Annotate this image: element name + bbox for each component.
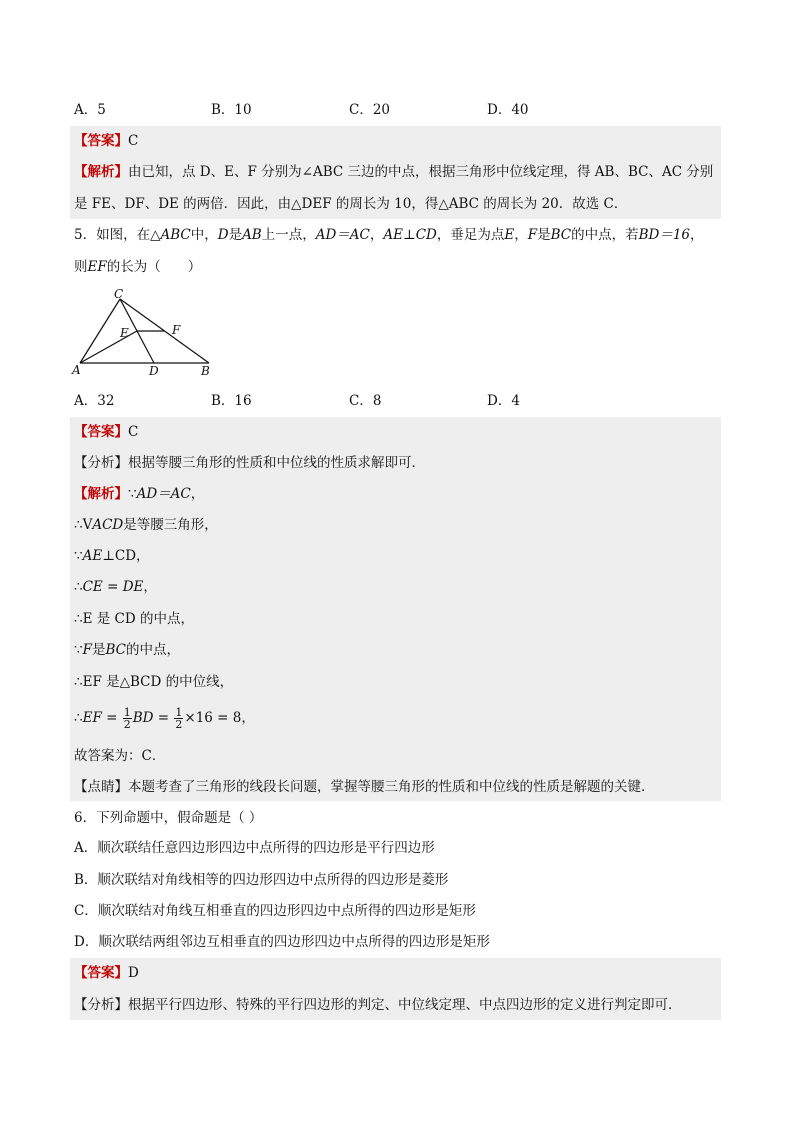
q4-option-d: D．40 bbox=[487, 102, 529, 118]
q5-jiexi-step4 bbox=[74, 577, 157, 597]
stem-math: F bbox=[527, 227, 538, 243]
label-b: B bbox=[201, 364, 210, 378]
step-math: BD bbox=[132, 710, 154, 726]
dianjing-text: 本题考查了三角形的线段长问题，掌握等腰三角形的性质和中位线的性质是解题的关键． bbox=[128, 779, 655, 795]
step-math: ×16 = 8 bbox=[184, 710, 242, 726]
stem-text: ， bbox=[369, 227, 384, 243]
stem-text: 是 bbox=[537, 227, 551, 243]
stem-text: ， bbox=[690, 227, 704, 243]
stem-math: AE⊥CD bbox=[383, 227, 437, 243]
step-text: ∴ bbox=[74, 710, 83, 726]
q5-conclusion bbox=[74, 746, 165, 766]
q5-jiexi-step8 bbox=[74, 703, 255, 733]
option-text: C．顺次联结对角线互相垂直的四边形四边中点所得的四边形是矩形 bbox=[74, 903, 476, 919]
answer-value: D bbox=[128, 965, 139, 981]
q6-answer bbox=[74, 963, 139, 983]
stem-math: E bbox=[504, 227, 515, 243]
label-e: E bbox=[120, 326, 129, 340]
q5-stem-line2 bbox=[74, 257, 201, 277]
step-text: = bbox=[101, 710, 122, 726]
step-math: DE bbox=[122, 579, 144, 595]
stem-text: 的长为（ ） bbox=[106, 259, 202, 275]
q4-option-c: C．20 bbox=[349, 102, 391, 118]
step-text: ， bbox=[143, 579, 157, 595]
q5-jiexi-step7 bbox=[74, 672, 233, 692]
q4-option-a: A．5 bbox=[74, 102, 106, 118]
fraction-denominator: 2 bbox=[175, 718, 183, 731]
answer-value: C bbox=[128, 133, 139, 149]
triangle-figure bbox=[68, 286, 218, 378]
stem-text: 则 bbox=[74, 259, 88, 275]
step-math: ACD bbox=[92, 517, 124, 533]
label-c: C bbox=[114, 287, 124, 301]
q5-stem-line1 bbox=[74, 225, 704, 245]
option-text: D．顺次联结两组邻边互相垂直的四边形四边中点所得的四边形是矩形 bbox=[74, 934, 490, 950]
step-math: CE bbox=[82, 579, 103, 595]
stem-math: ABC bbox=[160, 227, 191, 243]
stem-text: 中， bbox=[190, 227, 218, 243]
step-text: ∵ bbox=[128, 486, 137, 502]
analysis-text: 由已知，点 D、E、F 分别为∠ABC 三边的中点，根据三角形中位线定理，得 AB、BC、AC 分别 bbox=[128, 164, 714, 180]
step-text: = bbox=[153, 710, 174, 726]
step-text: 的中点， bbox=[125, 642, 180, 658]
q6-stem bbox=[74, 808, 262, 828]
stem-text: 的中点，若 bbox=[571, 227, 639, 243]
answer-value: C bbox=[128, 424, 139, 440]
step-math: AD＝AC bbox=[136, 486, 191, 502]
fenxi-tag: 【分析】 bbox=[74, 997, 128, 1013]
step-text: ， bbox=[190, 486, 205, 502]
q4-option-b: B．10 bbox=[211, 102, 252, 118]
step-math: F bbox=[82, 642, 92, 658]
fraction-half bbox=[123, 707, 132, 730]
q5-jiexi-step6 bbox=[74, 640, 180, 660]
label-d: D bbox=[149, 364, 159, 378]
analysis-tag: 【解析】 bbox=[74, 164, 128, 180]
answer-tag: 【答案】 bbox=[74, 965, 128, 981]
stem-math: BC bbox=[550, 227, 572, 243]
q5-dianjing bbox=[74, 777, 655, 797]
q4-analysis-line1 bbox=[74, 162, 713, 182]
q5-option-d: D．4 bbox=[487, 393, 520, 409]
stem-text: 如图，在△ bbox=[96, 227, 161, 243]
step-text: = bbox=[102, 579, 123, 595]
step-text: ∴ bbox=[74, 579, 83, 595]
q5-option-a: A．32 bbox=[74, 393, 115, 409]
fenxi-text: 根据等腰三角形的性质和中位线的性质求解即可． bbox=[128, 455, 425, 471]
jiexi-tag: 【解析】 bbox=[74, 486, 128, 502]
step-math: EF bbox=[82, 710, 102, 726]
q5-jiexi-step1 bbox=[74, 484, 204, 504]
step-text: ∴E 是 CD 的中点， bbox=[74, 611, 194, 627]
fraction-half bbox=[174, 707, 183, 730]
label-a: A bbox=[72, 363, 81, 377]
fenxi-tag: 【分析】 bbox=[74, 455, 128, 471]
step-text: 是等腰三角形， bbox=[123, 517, 218, 533]
step-text: ∵ bbox=[74, 642, 83, 658]
q5-option-b: B．16 bbox=[211, 393, 252, 409]
stem-math: D bbox=[217, 227, 229, 243]
step-math: BC bbox=[105, 642, 126, 658]
stem-text: 6．下列命题中，假命题是（ ） bbox=[74, 810, 263, 826]
step-text: ∴EF 是△BCD 的中位线， bbox=[74, 674, 234, 690]
q4-analysis-line2 bbox=[74, 194, 627, 214]
q5-option-c: C．8 bbox=[349, 393, 382, 409]
label-f: F bbox=[172, 323, 181, 337]
dianjing-tag: 【点睛】 bbox=[74, 779, 128, 795]
conclusion-text: 故答案为：C． bbox=[74, 748, 166, 764]
question-number: 5． bbox=[74, 227, 97, 243]
stem-math: BD＝16 bbox=[638, 227, 691, 243]
option-text: B．顺次联结对角线相等的四边形四边中点所得的四边形是菱形 bbox=[74, 872, 449, 888]
fraction-numerator: 1 bbox=[123, 706, 131, 719]
answer-tag: 【答案】 bbox=[74, 133, 128, 149]
q6-option-a bbox=[74, 838, 435, 858]
step-text: ⊥CD， bbox=[102, 548, 150, 564]
stem-text: ，垂足为点 bbox=[436, 227, 505, 243]
stem-text: ， bbox=[514, 227, 528, 243]
q4-answer bbox=[74, 131, 138, 151]
q6-option-b bbox=[74, 870, 448, 890]
q5-options bbox=[74, 391, 594, 411]
segment-bc bbox=[120, 299, 209, 363]
q5-jiexi-step5 bbox=[74, 609, 194, 629]
q5-answer bbox=[74, 422, 138, 442]
fenxi-text: 根据平行四边形、特殊的平行四边形的判定、中位线定理、中点四边形的定义进行判定即可． bbox=[128, 997, 682, 1013]
analysis-text: 是 FE、DF、DE 的两倍．因此，由△DEF 的周长为 10，得△ABC 的周长为 20．故选 C． bbox=[74, 196, 628, 212]
step-text: ∵ bbox=[74, 548, 83, 564]
q5-fenxi bbox=[74, 453, 425, 473]
stem-math: EF bbox=[87, 259, 107, 275]
q5-jiexi-step2 bbox=[74, 515, 218, 535]
stem-math: AB bbox=[242, 227, 262, 243]
q6-option-c bbox=[74, 901, 476, 921]
stem-text: 是 bbox=[228, 227, 243, 243]
stem-math: AD＝AC bbox=[315, 227, 370, 243]
option-text: A．顺次联结任意四边形四边中点所得的四边形是平行四边形 bbox=[74, 840, 435, 856]
q5-jiexi-step3 bbox=[74, 546, 150, 566]
step-text: 是 bbox=[91, 642, 106, 658]
q4-options bbox=[74, 100, 594, 120]
q6-fenxi bbox=[74, 995, 682, 1015]
stem-text: 上一点， bbox=[261, 227, 316, 243]
step-math: AE bbox=[82, 548, 103, 564]
answer-tag: 【答案】 bbox=[74, 424, 128, 440]
step-text: ， bbox=[241, 710, 255, 726]
segment-ac bbox=[80, 299, 120, 363]
fraction-denominator: 2 bbox=[123, 718, 131, 731]
q6-option-d bbox=[74, 932, 490, 952]
step-text: ∴V bbox=[74, 517, 93, 533]
fraction-numerator: 1 bbox=[175, 706, 183, 719]
